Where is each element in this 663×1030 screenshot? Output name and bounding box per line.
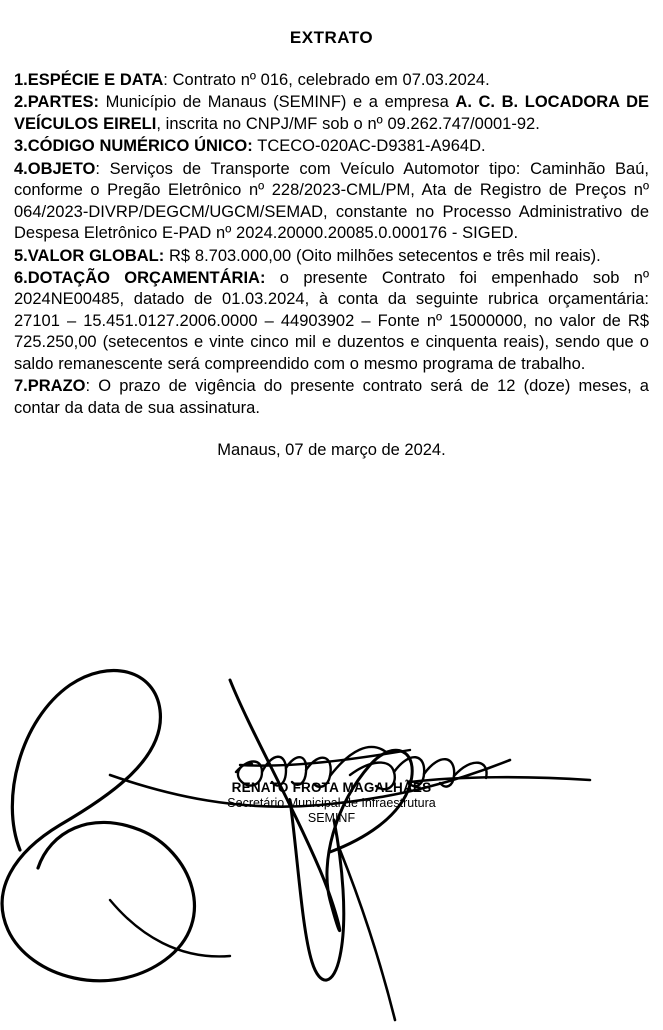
clause-1-text: : Contrato nº 016, celebrado em 07.03.2024.: [163, 71, 490, 89]
signatory-role: Secretário Municipal de Infraestrutura: [227, 795, 436, 810]
clause-2-label: 2.PARTES:: [14, 93, 99, 112]
signature-block: [0, 780, 663, 827]
page-title: EXTRATO: [289, 28, 374, 47]
clause-objeto: [14, 159, 649, 245]
clause-dotacao-orcamentaria: [14, 268, 649, 375]
clause-3-text: TCECO-020AC-D9381-A964D.: [252, 137, 486, 156]
signatory-org: SEMINF: [307, 811, 356, 826]
place-and-date: Manaus, 07 de março de 2024.: [217, 441, 446, 459]
clause-2-text-2: , inscrita no CNPJ/MF sob o nº 09.262.747/0001-92.: [156, 114, 540, 133]
clause-especie-e-data: [14, 70, 649, 91]
clause-valor-global: [14, 246, 649, 267]
clause-5-text: R$ 8.703.000,00 (Oito milhões setecentos e três mil reais).: [164, 246, 601, 265]
clause-prazo: [14, 376, 649, 419]
clause-4-label: 4.OBJETO: [14, 159, 96, 178]
clause-6-text: o presente Contrato foi empenhado sob nº 2024NE00485, datado de 01.03.2024, à conta da seguinte rubrica orçamentária: 27101 – 15.451.0127.2006.0000 – 44903902 – Fonte nº 15000000, no valor de R$ 725.250,00 (setecentos e vinte cinco mil e duzentos e cinquenta reais), sendo que o saldo remanescente será compreendido com o mesmo programa de trabalho.: [14, 268, 649, 373]
signatory-name: RENATO FROTA MAGALHÃES: [231, 780, 432, 795]
clause-partes: [14, 92, 649, 135]
clause-codigo-numerico-unico: [14, 136, 649, 157]
clause-2-company: A. C. B. LOCADORA DE VEÍCULOS EIRELI: [14, 93, 649, 133]
clause-6-label: 6.DOTAÇÃO ORÇAMENTÁRIA:: [14, 268, 266, 287]
clause-2-text: Município de Manaus (SEMINF) e a empresa: [98, 93, 456, 112]
clause-4-text: : Serviços de Transporte com Veículo Automotor tipo: Caminhão Baú, conforme o Pregão Eletrônico nº 228/2023-CML/PM, Ata de Registro de Preços nº 064/2023-DIVRP/DEGCM/UGCM/SEMAD, constante no Processo Administrativo de Despesa Eletrônico E-PAD nº 2024.20000.20085.0.000176 - SIGED.: [14, 159, 649, 243]
clause-1-label: 1.ESPÉCIE E DATA: [14, 71, 164, 89]
clause-7-text: : O prazo de vigência do presente contrato será de 12 (doze) meses, a contar da data de sua assinatura.: [14, 377, 649, 417]
clause-5-label: 5.VALOR GLOBAL:: [14, 246, 165, 265]
clause-3-label: 3.CÓDIGO NUMÉRICO ÚNICO:: [14, 137, 253, 156]
clause-7-label: 7.PRAZO: [14, 377, 86, 396]
